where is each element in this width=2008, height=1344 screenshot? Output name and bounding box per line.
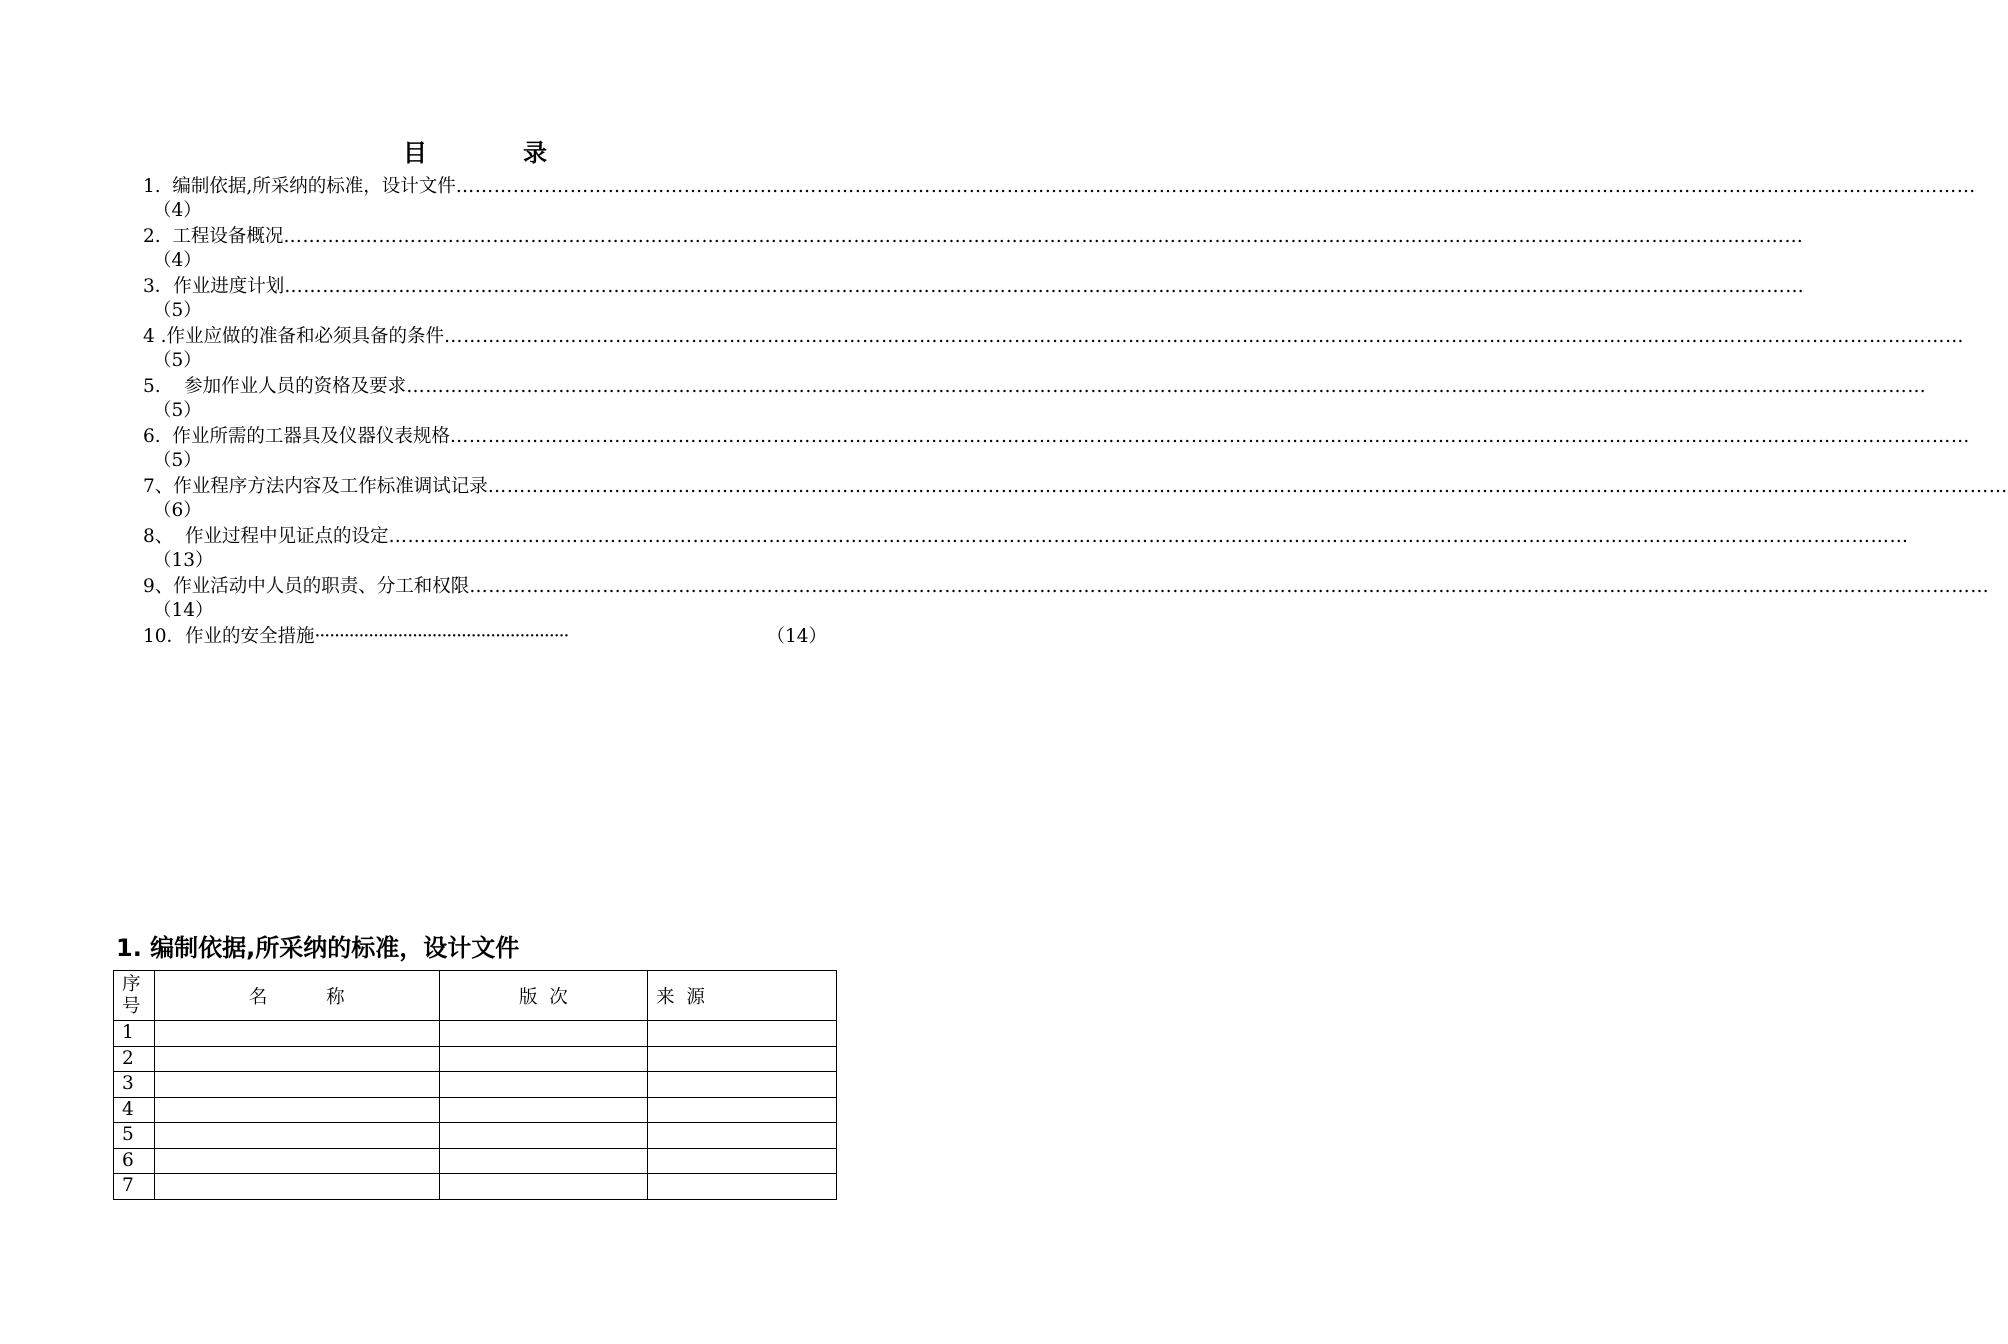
toc-entry-line <box>143 224 1804 250</box>
toc-entry[interactable] <box>143 374 1927 424</box>
toc-leader-dots: …………………………………………………………………………………………………………………………………………………………………………………………………………………… <box>449 426 1970 447</box>
toc-entry-label: 5. 参加作业人员的资格及要求 <box>143 376 407 397</box>
section-heading: 1. 编制依据,所采纳的标准，设计文件 <box>116 934 520 962</box>
header-name: 名 称 <box>154 971 439 1021</box>
toc-entry-line <box>143 324 1965 350</box>
toc-entry-label: 2. 工程设备概况 <box>143 226 284 247</box>
row-seq-cell: 4 <box>114 1097 155 1123</box>
row-source-cell[interactable] <box>648 1097 837 1123</box>
row-name-cell[interactable] <box>154 1148 439 1174</box>
table-row <box>114 1046 837 1072</box>
row-seq-cell: 3 <box>114 1072 155 1098</box>
toc-leader-dots: …………………………………………………………………………………………………………………………………………………………………………………………………………………… <box>455 176 1976 197</box>
toc-entry-label: 3．作业进度计划 <box>143 276 285 297</box>
header-source: 来 源 <box>648 971 837 1021</box>
row-name-cell[interactable] <box>154 1072 439 1098</box>
toc-entry-page: （14） <box>766 626 827 647</box>
row-name-cell[interactable] <box>154 1097 439 1123</box>
row-source-cell[interactable] <box>648 1072 837 1098</box>
toc-entry-line <box>143 574 1990 600</box>
toc-entry[interactable] <box>143 474 2008 524</box>
toc-entry-line <box>143 374 1927 400</box>
toc-entry-page: （6） <box>153 500 202 521</box>
row-seq-cell: 7 <box>114 1174 155 1200</box>
toc-entry-line <box>143 474 2008 500</box>
toc-entry[interactable] <box>143 174 1976 224</box>
reference-documents-table <box>113 970 837 1200</box>
toc-leader-dots: …………………………………………………………………………………………………………………………………………………………………………………………………………………… <box>487 476 2008 497</box>
toc-title-right: 录 <box>523 138 547 167</box>
toc-entry[interactable] <box>143 224 1804 274</box>
toc-entry-label: 4 .作业应做的准备和必须具备的条件 <box>143 326 445 347</box>
toc-leader-dots: ···················································· <box>314 626 569 647</box>
toc-leader-dots: …………………………………………………………………………………………………………………………………………………………………………………………………………………… <box>469 576 1990 597</box>
toc-entry-label: 10．作业的安全措施 <box>143 626 315 647</box>
header-seq: 序号 <box>114 971 155 1021</box>
row-version-cell[interactable] <box>439 1046 647 1072</box>
row-seq-cell: 1 <box>114 1021 155 1047</box>
toc-leader-dots: …………………………………………………………………………………………………………………………………………………………………………………………………………………… <box>283 226 1804 247</box>
header-version: 版 次 <box>439 971 647 1021</box>
toc-leader-dots: …………………………………………………………………………………………………………………………………………………………………………………………………………………… <box>388 526 1909 547</box>
row-seq-cell: 6 <box>114 1148 155 1174</box>
row-version-cell[interactable] <box>439 1123 647 1149</box>
row-version-cell[interactable] <box>439 1021 647 1047</box>
toc-entry-label: 9、作业活动中人员的职责、分工和权限 <box>143 576 470 597</box>
toc-title-left: 目 <box>403 138 427 167</box>
toc-entry-page: （4） <box>153 200 202 221</box>
toc-leader-dots: …………………………………………………………………………………………………………………………………………………………………………………………………………………… <box>284 276 1805 297</box>
row-source-cell[interactable] <box>648 1174 837 1200</box>
toc-entry-label: 6. 作业所需的工器具及仪器仪表规格 <box>143 426 450 447</box>
row-seq-cell: 2 <box>114 1046 155 1072</box>
row-source-cell[interactable] <box>648 1021 837 1047</box>
toc-entry-line <box>143 624 837 650</box>
row-name-cell[interactable] <box>154 1174 439 1200</box>
table-row <box>114 1072 837 1098</box>
toc-entry[interactable] <box>143 524 1909 574</box>
row-name-cell[interactable] <box>154 1021 439 1047</box>
row-version-cell[interactable] <box>439 1174 647 1200</box>
toc-entry[interactable] <box>143 624 837 650</box>
table-header-row <box>114 971 837 1021</box>
row-seq-cell: 5 <box>114 1123 155 1149</box>
toc-title <box>0 133 950 168</box>
toc-entry[interactable] <box>143 324 1965 374</box>
row-version-cell[interactable] <box>439 1097 647 1123</box>
row-name-cell[interactable] <box>154 1046 439 1072</box>
table-of-contents <box>143 174 2008 650</box>
toc-entry-line <box>143 174 1976 200</box>
table-row <box>114 1148 837 1174</box>
row-source-cell[interactable] <box>648 1148 837 1174</box>
toc-entry-label: 7、作业程序方法内容及工作标准调试记录 <box>143 476 488 497</box>
table-row <box>114 1123 837 1149</box>
row-source-cell[interactable] <box>648 1123 837 1149</box>
row-version-cell[interactable] <box>439 1072 647 1098</box>
table-row <box>114 1097 837 1123</box>
toc-leader-dots: …………………………………………………………………………………………………………………………………………………………………………………………………………………… <box>444 326 1965 347</box>
row-version-cell[interactable] <box>439 1148 647 1174</box>
row-source-cell[interactable] <box>648 1046 837 1072</box>
toc-entry-page: （5） <box>153 450 202 471</box>
toc-entry-page: （5） <box>153 350 202 371</box>
toc-entry-page: （5） <box>153 400 202 421</box>
toc-leader-dots: …………………………………………………………………………………………………………………………………………………………………………………………………………………… <box>406 376 1927 397</box>
toc-entry-line <box>143 524 1909 550</box>
toc-entry-line <box>143 424 1970 450</box>
toc-entry-page: （14） <box>153 600 214 621</box>
toc-entry[interactable] <box>143 274 1805 324</box>
toc-entry-page: （4） <box>153 250 202 271</box>
toc-entry[interactable] <box>143 424 1970 474</box>
toc-entry-page: （13） <box>153 550 214 571</box>
toc-entry-page: （5） <box>153 300 202 321</box>
toc-entry[interactable] <box>143 574 1990 624</box>
table-row <box>114 1021 837 1047</box>
toc-entry-label: 1. 编制依据,所采纳的标准，设计文件 <box>143 176 456 197</box>
table-row <box>114 1174 837 1200</box>
toc-entry-label: 8、 作业过程中见证点的设定 <box>143 526 389 547</box>
row-name-cell[interactable] <box>154 1123 439 1149</box>
toc-entry-line <box>143 274 1805 300</box>
